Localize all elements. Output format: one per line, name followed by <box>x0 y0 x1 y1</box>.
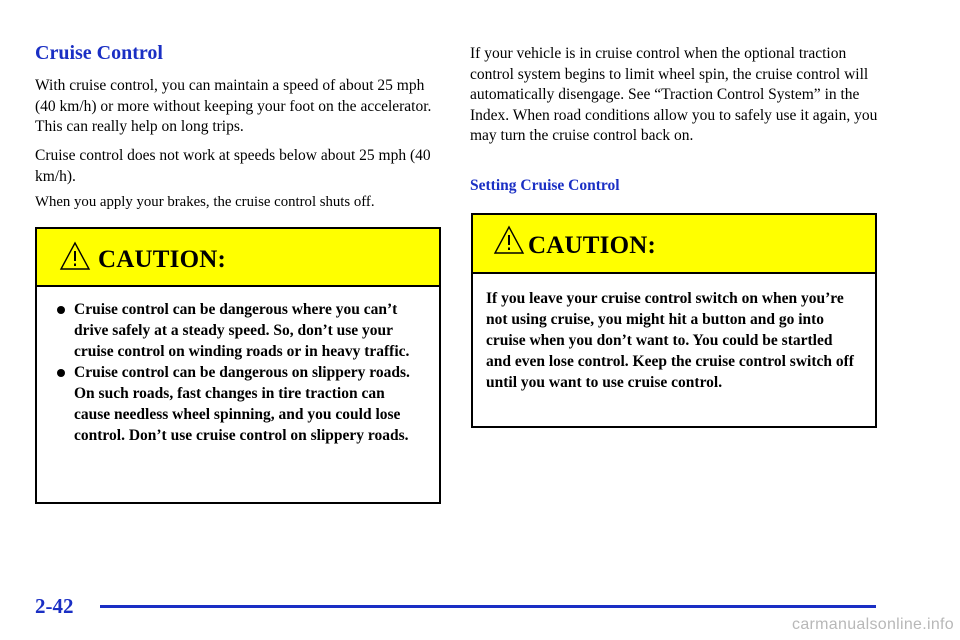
caution-label: CAUTION: <box>98 246 226 273</box>
caution-bullet-list <box>57 299 419 446</box>
bullet-text: Cruise control can be dangerous on slippery roads. On such roads, fast changes in tire traction can cause needless wheel spinning, and you could lose control. Don’t use cruise control on slippery roads. <box>74 364 410 444</box>
speed-limit-paragraph: Cruise control does not work at speeds below about 25 mph (40 km/h). <box>35 147 431 185</box>
caution-box-left <box>35 227 441 504</box>
bullet-dot-icon <box>57 369 65 377</box>
caution-header <box>37 229 439 287</box>
warning-triangle-icon <box>493 225 525 255</box>
brake-paragraph: When you apply your brakes, the cruise control shuts off. <box>35 194 375 210</box>
caution-body <box>37 287 439 446</box>
caution-label: CAUTION: <box>528 232 656 259</box>
caution-body <box>473 274 875 393</box>
caution-header <box>473 215 875 274</box>
list-item <box>57 362 419 446</box>
caution-text: If you leave your cruise control switch on when you’re not using cruise, you might hit a button and go into cruise when you don’t want to. You could be startled and even lose control. Keep the cruise control switch off until you want to use cruise control. <box>486 290 854 391</box>
watermark: carmanualsonline.info <box>792 616 954 633</box>
bullet-dot-icon <box>57 306 65 314</box>
caution-box-right <box>471 213 877 428</box>
section-title: Cruise Control <box>35 42 163 64</box>
footer-rule <box>100 605 876 608</box>
traction-paragraph: If your vehicle is in cruise control when the optional traction control system begins to limit wheel spin, the cruise control will automatically disengage. See “Traction Control System” in the Index. When road conditions allow you to safely use it again, you may turn the cruise control back on. <box>470 45 878 144</box>
intro-paragraph: With cruise control, you can maintain a speed of about 25 mph (40 km/h) or more without keeping your foot on the accelerator. This can really help on long trips. <box>35 77 432 135</box>
bullet-text: Cruise control can be dangerous where you can’t drive safely at a steady speed. So, don’t use your cruise control on winding roads or in heavy traffic. <box>74 301 410 360</box>
subsection-title: Setting Cruise Control <box>470 177 620 194</box>
warning-triangle-icon <box>59 241 91 271</box>
list-item <box>57 299 419 362</box>
page-number: 2-42 <box>35 594 74 618</box>
